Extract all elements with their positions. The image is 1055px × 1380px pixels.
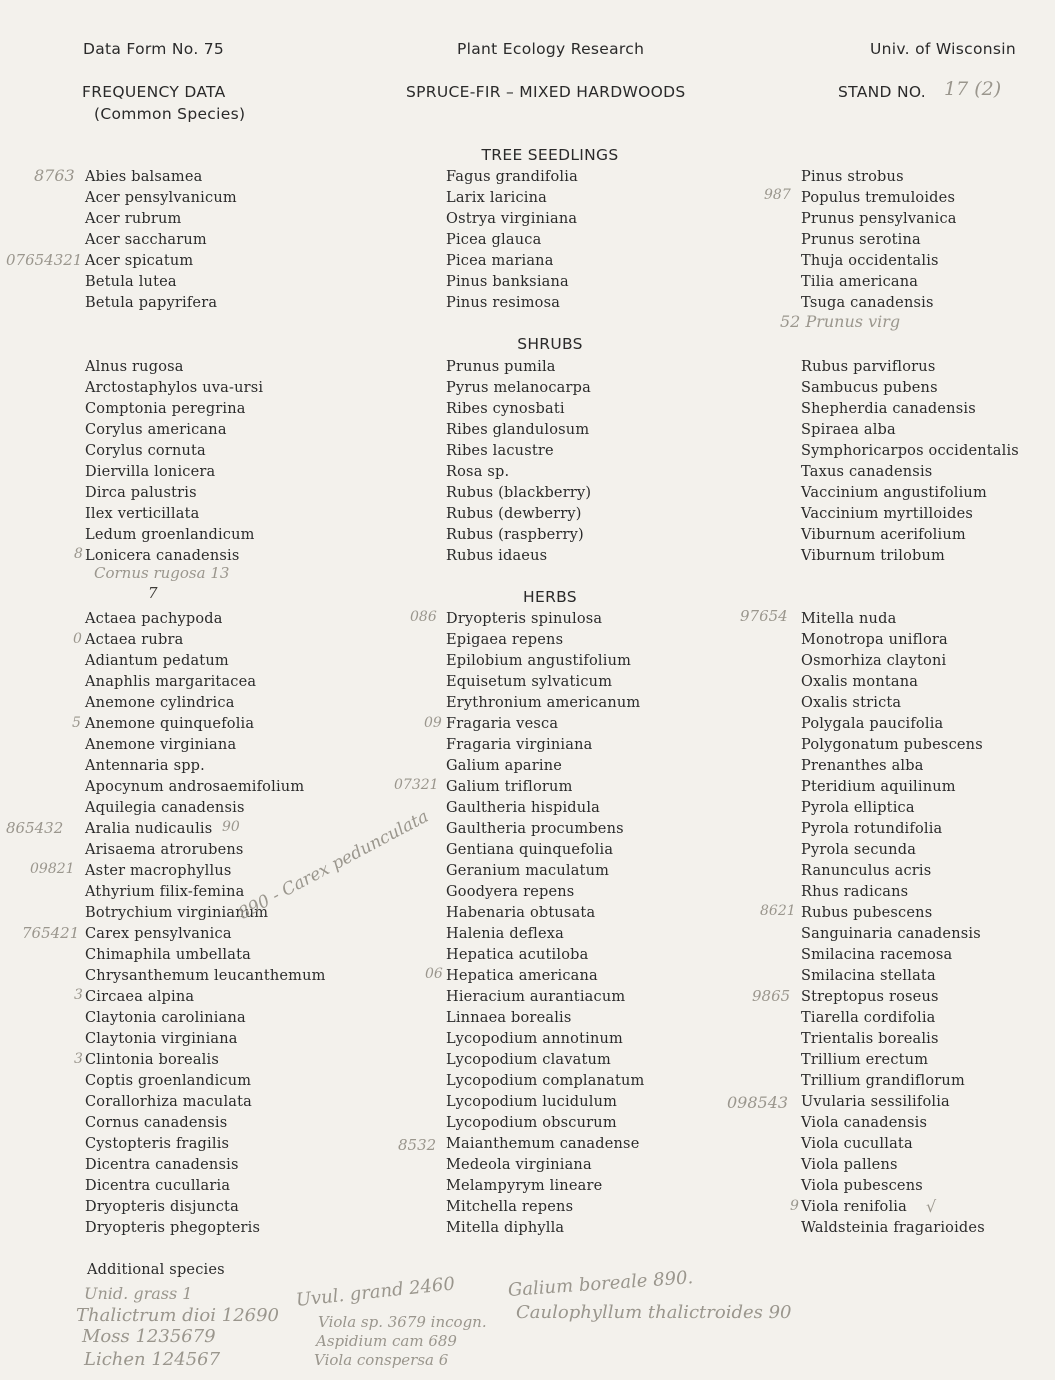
handwritten-additional: Viola conspersa 6	[314, 1351, 449, 1369]
species-item: Spiraea alba	[801, 422, 896, 438]
form-number: Data Form No. 75	[83, 40, 225, 58]
species-item: Hepatica americana	[446, 968, 598, 984]
species-item: Coptis groenlandicum	[85, 1073, 252, 1089]
species-item: Ostrya virginiana	[446, 211, 578, 227]
species-item: Ribes cynosbati	[446, 401, 565, 417]
species-item: Anemone quinquefolia	[85, 716, 255, 732]
tree-seedlings-col3	[801, 167, 957, 314]
species-item: Oxalis stricta	[801, 695, 902, 711]
species-item: Maianthemum canadense	[446, 1136, 640, 1152]
species-item: Prunus pensylvanica	[801, 211, 957, 227]
species-item: Populus tremuloides	[801, 190, 956, 206]
species-item: Gaultheria procumbens	[446, 821, 624, 837]
species-item: Smilacina racemosa	[801, 947, 953, 963]
species-item: Lycopodium lucidulum	[446, 1094, 618, 1110]
species-item: Betula papyrifera	[85, 295, 218, 311]
species-item: Dirca palustris	[85, 485, 197, 501]
species-item: Pyrola rotundifolia	[801, 821, 943, 837]
species-item: Claytonia caroliniana	[85, 1010, 246, 1026]
species-item: Pyrola elliptica	[801, 800, 915, 816]
species-item: Anemone cylindrica	[85, 695, 235, 711]
shrubs-col2	[446, 357, 591, 567]
species-item: Hieracium aurantiacum	[446, 989, 626, 1005]
herbs-col2	[446, 609, 645, 1239]
species-item: Polygala paucifolia	[801, 716, 944, 732]
species-item: Lycopodium obscurum	[446, 1115, 617, 1131]
species-item: Ilex verticillata	[85, 506, 200, 522]
species-item: Aquilegia canadensis	[85, 800, 245, 816]
handwritten-additional: Uvul. grand 2460	[294, 1273, 456, 1311]
handwritten-note: 9865	[752, 987, 791, 1005]
check-mark-icon: √	[926, 1197, 937, 1216]
species-item: Hepatica acutiloba	[446, 947, 589, 963]
species-item: Trillium erectum	[801, 1052, 929, 1068]
species-item: Arctostaphylos uva-ursi	[85, 380, 264, 396]
species-item: Viola cucullata	[801, 1136, 913, 1152]
species-item: Tilia americana	[801, 274, 919, 290]
species-item: Sambucus pubens	[801, 380, 938, 396]
species-item: Rubus (raspberry)	[446, 527, 584, 543]
species-item: Pinus banksiana	[446, 274, 569, 290]
species-item: Streptopus roseus	[801, 989, 939, 1005]
species-item: Trillium grandiflorum	[801, 1073, 965, 1089]
species-item: Carex pensylvanica	[85, 926, 232, 942]
species-item: Pinus strobus	[801, 169, 904, 185]
species-item: Goodyera repens	[446, 884, 575, 900]
species-item: Mitella nuda	[801, 611, 897, 627]
species-item: Viola pubescens	[801, 1178, 923, 1194]
tree-seedlings-col2	[446, 167, 578, 314]
species-item: Prunus pumila	[446, 359, 556, 375]
species-item: Comptonia peregrina	[85, 401, 246, 417]
handwritten-note: 0	[73, 631, 82, 647]
species-item: Waldsteinia fragarioides	[801, 1220, 985, 1236]
handwritten-note: 5	[72, 715, 81, 731]
handwritten-note: 3	[74, 1051, 83, 1067]
species-item: Equisetum sylvaticum	[446, 674, 613, 690]
program-title: Plant Ecology Research	[457, 40, 645, 58]
species-item: Polygonatum pubescens	[801, 737, 983, 753]
species-item: Sanguinaria canadensis	[801, 926, 981, 942]
species-item: Corallorhiza maculata	[85, 1094, 253, 1110]
species-item: Epilobium angustifolium	[446, 653, 632, 669]
handwritten-note: 865432	[6, 819, 64, 837]
species-item: Acer pensylvanicum	[85, 190, 237, 206]
species-item: Picea glauca	[446, 232, 542, 248]
data-type-heading: FREQUENCY DATA	[82, 83, 226, 101]
species-item: Corylus americana	[85, 422, 227, 438]
species-item: Abies balsamea	[85, 169, 203, 185]
species-item: Linnaea borealis	[446, 1010, 572, 1026]
species-item: Rubus idaeus	[446, 548, 548, 564]
handwritten-note: 3	[74, 987, 83, 1003]
handwritten-additional: Thalictrum dioi 12690	[76, 1305, 280, 1326]
species-item: Mitella diphylla	[446, 1220, 565, 1236]
species-item: Acer rubrum	[85, 211, 182, 227]
species-item: Rubus (blackberry)	[446, 485, 592, 501]
species-item: Arisaema atrorubens	[85, 842, 244, 858]
handwritten-additional: Caulophyllum thalictroides 90	[516, 1302, 792, 1323]
species-item: Acer spicatum	[85, 253, 194, 269]
species-item: Galium aparine	[446, 758, 563, 774]
species-item: Betula lutea	[85, 274, 177, 290]
species-item: Habenaria obtusata	[446, 905, 596, 921]
species-item: Shepherdia canadensis	[801, 401, 976, 417]
handwritten-additional: Galium boreale 890.	[507, 1267, 694, 1301]
species-item: Galium triflorum	[446, 779, 573, 795]
species-item: Erythronium americanum	[446, 695, 641, 711]
species-item: Aralia nudicaulis	[85, 821, 213, 837]
species-item: Picea mariana	[446, 253, 554, 269]
handwritten-note: 8	[74, 546, 83, 562]
species-item: Chimaphila umbellata	[85, 947, 251, 963]
species-item: Antennaria spp.	[85, 758, 205, 774]
handwritten-note: 890 - Carex pedunculata	[235, 806, 432, 924]
handwritten-note: 07654321	[6, 251, 83, 269]
species-item: Rubus (dewberry)	[446, 506, 582, 522]
species-item: Smilacina stellata	[801, 968, 936, 984]
species-item: Apocynum androsaemifolium	[85, 779, 305, 795]
species-item: Fragaria vesca	[446, 716, 559, 732]
species-item: Epigaea repens	[446, 632, 564, 648]
species-item: Botrychium virginianum	[85, 905, 269, 921]
handwritten-additional: Moss 1235679	[82, 1326, 216, 1347]
handwritten-note: 8621	[760, 903, 796, 919]
species-item: Dicentra cucullaria	[85, 1178, 231, 1194]
species-item: Gaultheria hispidula	[446, 800, 601, 816]
section-title-herbs: HERBS	[523, 588, 577, 606]
species-item: Taxus canadensis	[801, 464, 933, 480]
species-item: Dryopteris disjuncta	[85, 1199, 239, 1215]
handwritten-note: 765421	[22, 924, 80, 942]
handwritten-note: 9	[790, 1198, 799, 1214]
handwritten-note: 8532	[398, 1136, 437, 1154]
species-item: Rhus radicans	[801, 884, 909, 900]
species-item: Pyrus melanocarpa	[446, 380, 591, 396]
species-item: Cornus canadensis	[85, 1115, 228, 1131]
stand-label: STAND NO.	[838, 83, 926, 101]
species-item: Vaccinium angustifolium	[801, 485, 987, 501]
species-item: Geranium maculatum	[446, 863, 610, 879]
species-item: Fragaria virginiana	[446, 737, 593, 753]
stand-number-handwritten: 17 (2)	[944, 78, 1002, 100]
species-item: Pyrola secunda	[801, 842, 917, 858]
species-item: Rubus parviflorus	[801, 359, 936, 375]
species-item: Acer saccharum	[85, 232, 207, 248]
species-item: Dryopteris phegopteris	[85, 1220, 261, 1236]
species-item: Pinus resimosa	[446, 295, 561, 311]
handwritten-additional: Lichen 124567	[84, 1349, 221, 1370]
species-item: Lycopodium annotinum	[446, 1031, 623, 1047]
handwritten-note: 06	[425, 966, 443, 982]
species-item: Uvularia sessilifolia	[801, 1094, 950, 1110]
species-item: Oxalis montana	[801, 674, 919, 690]
species-item: Prunus serotina	[801, 232, 921, 248]
species-item: Ranunculus acris	[801, 863, 932, 879]
species-item: Larix laricina	[446, 190, 548, 206]
shrubs-col3	[801, 357, 1019, 567]
species-item: Monotropa uniflora	[801, 632, 948, 648]
species-item: Aster macrophyllus	[85, 863, 232, 879]
species-item: Adiantum pedatum	[85, 653, 229, 669]
species-item: Athyrium filix-femina	[85, 884, 245, 900]
section-title-tree-seedlings: TREE SEEDLINGS	[481, 146, 619, 164]
handwritten-additional: Viola sp. 3679 incogn.	[318, 1313, 487, 1331]
species-item: Medeola virginiana	[446, 1157, 592, 1173]
handwritten-note: 086	[410, 609, 437, 625]
species-item: Viola pallens	[801, 1157, 898, 1173]
species-item: Corylus cornuta	[85, 443, 206, 459]
species-item: Ribes glandulosum	[446, 422, 590, 438]
handwritten-note: Cornus rugosa 13	[94, 564, 230, 582]
species-item: Ribes lacustre	[446, 443, 554, 459]
species-item: Fagus grandifolia	[446, 169, 578, 185]
species-item: Rubus pubescens	[801, 905, 933, 921]
community-title: SPRUCE-FIR – MIXED HARDWOODS	[406, 83, 686, 101]
species-item: Anemone virginiana	[85, 737, 237, 753]
species-item: Tiarella cordifolia	[801, 1010, 936, 1026]
species-item: Gentiana quinquefolia	[446, 842, 614, 858]
additional-species-label: Additional species	[87, 1262, 225, 1278]
shrubs-col1	[85, 357, 263, 567]
species-item: Dryopteris spinulosa	[446, 611, 603, 627]
handwritten-note: 098543	[727, 1093, 789, 1112]
handwritten-note: 90	[222, 819, 240, 835]
handwritten-note: 09	[424, 715, 442, 731]
species-item: Mitchella repens	[446, 1199, 574, 1215]
species-item: Ledum groenlandicum	[85, 527, 255, 543]
species-item: Lonicera canadensis	[85, 548, 240, 564]
handwritten-note: 52 Prunus virg	[780, 312, 901, 331]
species-item: Claytonia virginiana	[85, 1031, 238, 1047]
species-item: Actaea rubra	[85, 632, 184, 648]
species-item: Pteridium aquilinum	[801, 779, 956, 795]
species-item: Melampyrym lineare	[446, 1178, 603, 1194]
species-item: Trientalis borealis	[801, 1031, 939, 1047]
handwritten-note: 987	[764, 187, 791, 203]
species-item: Rosa sp.	[446, 464, 510, 480]
handwritten-note: 97654	[740, 607, 788, 625]
species-item: Alnus rugosa	[85, 359, 184, 375]
handwritten-note: 09821	[30, 861, 75, 877]
species-item: Lycopodium clavatum	[446, 1052, 611, 1068]
species-item: Cystopteris fragilis	[85, 1136, 230, 1152]
species-item: Prenanthes alba	[801, 758, 924, 774]
species-item: Diervilla lonicera	[85, 464, 216, 480]
species-item: Vaccinium myrtilloides	[801, 506, 974, 522]
section-title-shrubs: SHRUBS	[517, 335, 583, 353]
species-item: Tsuga canadensis	[801, 295, 934, 311]
species-item: Symphoricarpos occidentalis	[801, 443, 1019, 459]
handwritten-note: 07321	[394, 777, 439, 793]
species-item: Lycopodium complanatum	[446, 1073, 645, 1089]
tree-seedlings-col1	[85, 167, 237, 314]
institution: Univ. of Wisconsin	[870, 40, 1016, 58]
species-item: Circaea alpina	[85, 989, 195, 1005]
species-item: Actaea pachypoda	[85, 611, 223, 627]
data-subtype: (Common Species)	[94, 105, 246, 123]
species-item: Viola canadensis	[801, 1115, 928, 1131]
species-item: Viburnum acerifolium	[801, 527, 966, 543]
species-item: Dicentra canadensis	[85, 1157, 239, 1173]
species-item: Osmorhiza claytoni	[801, 653, 947, 669]
species-item: Viburnum trilobum	[801, 548, 945, 564]
handwritten-note: 8763	[34, 166, 75, 185]
herbs-col3	[801, 609, 985, 1239]
species-item: Halenia deflexa	[446, 926, 565, 942]
herbs-col1	[85, 609, 326, 1239]
species-item: Thuja occidentalis	[801, 253, 939, 269]
species-item: Anaphlis margaritacea	[85, 674, 257, 690]
handwritten-additional: Unid. grass 1	[84, 1284, 193, 1303]
species-item: Viola renifolia	[801, 1199, 907, 1215]
handwritten-note: 7	[148, 584, 158, 602]
handwritten-additional: Aspidium cam 689	[316, 1332, 457, 1350]
species-item: Chrysanthemum leucanthemum	[85, 968, 326, 984]
species-item: Clintonia borealis	[85, 1052, 219, 1068]
